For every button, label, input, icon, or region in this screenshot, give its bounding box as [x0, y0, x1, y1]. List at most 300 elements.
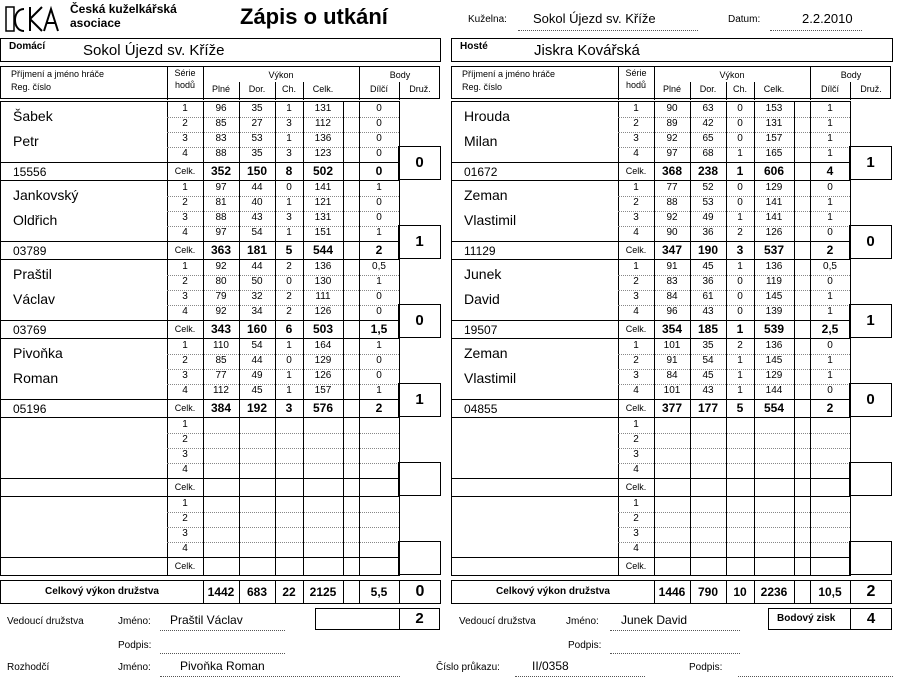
referee-name-label: Jméno:: [118, 662, 151, 673]
series-value: 85: [215, 355, 227, 366]
partial-header: Dílčí: [370, 84, 388, 94]
player-firstname: Petr: [13, 133, 39, 149]
series-number: 4: [182, 306, 188, 317]
series-number: 1: [633, 182, 639, 193]
player-firstname: Oldřich: [13, 212, 58, 228]
series-value: 81: [215, 197, 227, 208]
player-total-value: 150: [246, 164, 268, 178]
player-surname: Zeman: [464, 187, 508, 203]
player-team-points: 0: [849, 225, 892, 259]
series-number: 3: [633, 528, 639, 539]
player-total-value: 6: [285, 322, 293, 336]
player-reg: 11129: [464, 244, 496, 258]
player-total-value: 1,5: [370, 322, 388, 336]
player-total-value: 8: [285, 164, 293, 178]
player-reg: 05196: [13, 402, 47, 416]
series-number: 2: [182, 434, 188, 445]
player-total-value: 177: [697, 401, 719, 415]
player-total-value: 160: [246, 322, 268, 336]
player-total-value: 343: [210, 322, 232, 336]
series-value: 53: [702, 197, 714, 208]
series-value: 1: [286, 133, 292, 144]
series-number: 2: [182, 355, 188, 366]
series-number: 2: [633, 276, 639, 287]
series-value: 45: [702, 370, 714, 381]
series-value: 1: [737, 212, 743, 223]
series-value: 77: [215, 370, 227, 381]
series-value: 0: [737, 306, 743, 317]
series-value: 0: [827, 182, 833, 193]
series-value: 83: [215, 133, 227, 144]
series-value: 49: [251, 370, 263, 381]
series-value: 96: [215, 103, 227, 114]
series-value: 1: [737, 370, 743, 381]
series-value: 27: [251, 118, 263, 129]
series-value: 0: [737, 103, 743, 114]
series-value: 36: [702, 227, 714, 238]
series-number: 4: [633, 464, 639, 475]
series-number: 1: [633, 103, 639, 114]
series-number: 4: [182, 543, 188, 554]
series-value: 3: [286, 118, 292, 129]
org-line2: asociace: [70, 16, 121, 30]
player-total-value: 368: [661, 164, 683, 178]
player-total-value: 5: [736, 401, 744, 415]
series-number: 3: [633, 291, 639, 302]
series-value: 1: [737, 261, 743, 272]
series-value: 144: [765, 385, 783, 396]
series-number: 2: [182, 118, 188, 129]
series-value: 3: [286, 212, 292, 223]
series-value: 2: [286, 261, 292, 272]
series-value: 1: [376, 182, 382, 193]
team-total-value: 10: [733, 585, 747, 599]
series-value: 112: [213, 385, 229, 396]
player-team-points: 1: [398, 225, 441, 259]
player-total-value: 185: [697, 322, 719, 336]
bodovy-zisk-label: Bodový zisk: [777, 613, 836, 624]
series-value: 0: [376, 212, 382, 223]
series-number: 3: [182, 370, 188, 381]
player-total-value: 4: [826, 164, 834, 178]
series-value: 3: [286, 148, 292, 159]
series-value: 129: [314, 355, 332, 366]
player-team-points: [398, 462, 441, 496]
series-number: 1: [182, 103, 188, 114]
player-total-value: 3: [736, 243, 744, 257]
series-value: 131: [765, 118, 783, 129]
series-value: 1: [376, 227, 382, 238]
team-total-value: 1446: [658, 585, 686, 599]
series-value: 0: [376, 197, 382, 208]
series-value: 1: [286, 340, 292, 351]
player-total-value: 576: [312, 401, 334, 415]
player-surname: Zeman: [464, 345, 508, 361]
series-value: 2: [737, 227, 743, 238]
series-value: 43: [702, 385, 714, 396]
series-value: 153: [765, 103, 783, 114]
column-header-1: [451, 66, 891, 99]
series-number: 2: [633, 118, 639, 129]
series-value: 0: [737, 291, 743, 302]
series-value: 164: [314, 340, 332, 351]
series-number: 3: [182, 291, 188, 302]
series-value: 89: [666, 118, 678, 129]
cka-logo: [2, 3, 62, 35]
player-total-value: 2: [375, 243, 383, 257]
series-value: 1: [737, 385, 743, 396]
away-extra-points: 4: [850, 608, 892, 630]
series-value: 2: [737, 340, 743, 351]
player-team-points: [849, 462, 892, 496]
series-value: 111: [315, 291, 331, 302]
player-total-value: 3: [285, 401, 293, 415]
series-number: 1: [182, 182, 188, 193]
team-total-value: 0: [415, 583, 425, 600]
series-value: 0: [827, 340, 833, 351]
series-number: 2: [182, 513, 188, 524]
player-block: [0, 101, 400, 180]
performance-header: Výkon: [268, 70, 294, 80]
player-surname: Praštil: [13, 266, 52, 282]
series-value: 54: [702, 355, 714, 366]
miss-header: Ch.: [281, 84, 296, 94]
player-team-points: 0: [398, 304, 441, 338]
celk-label: Celk.: [625, 166, 647, 176]
team-total-value: 10,5: [818, 585, 842, 599]
series-value: 92: [666, 133, 678, 144]
series-value: 129: [765, 182, 783, 193]
player-surname: Hrouda: [464, 108, 510, 124]
team-total-value: 1442: [207, 585, 235, 599]
team-role: Hosté: [460, 41, 488, 52]
series-header-1: Série: [174, 68, 196, 78]
series-number: 2: [633, 197, 639, 208]
player-block: [451, 101, 851, 180]
team-role: Domácí: [9, 41, 46, 52]
series-value: 49: [702, 212, 714, 223]
series-value: 91: [666, 355, 678, 366]
series-value: 1: [827, 212, 833, 223]
series-value: 85: [215, 118, 227, 129]
series-value: 1: [376, 385, 382, 396]
series-value: 97: [215, 227, 227, 238]
performance-header: Výkon: [719, 70, 745, 80]
player-total-value: 1: [736, 164, 744, 178]
player-firstname: Milan: [464, 133, 498, 149]
celk-label: Celk.: [174, 482, 196, 492]
series-value: 126: [765, 227, 783, 238]
team-header-1: [451, 38, 893, 62]
series-number: 2: [633, 513, 639, 524]
series-value: 1: [827, 306, 833, 317]
series-value: 141: [765, 197, 783, 208]
player-total-value: 5: [285, 243, 293, 257]
reg-header: Reg. číslo: [11, 82, 52, 92]
series-value: 2: [286, 306, 292, 317]
series-number: 4: [633, 148, 639, 159]
series-value: 91: [666, 261, 678, 272]
series-number: 1: [633, 340, 639, 351]
team-total-value: 790: [697, 585, 719, 599]
series-value: 43: [251, 212, 263, 223]
series-number: 3: [633, 449, 639, 460]
series-value: 79: [215, 291, 227, 302]
series-number: 4: [182, 227, 188, 238]
series-number: 3: [182, 133, 188, 144]
series-value: 32: [251, 291, 263, 302]
series-value: 1: [827, 133, 833, 144]
player-team-points: 0: [849, 383, 892, 417]
series-header-2: hodů: [174, 80, 196, 90]
celk-label: Celk.: [174, 403, 196, 413]
series-value: 0: [827, 385, 833, 396]
miss-header: Ch.: [732, 84, 747, 94]
series-value: 65: [702, 133, 714, 144]
player-total-value: 181: [246, 243, 268, 257]
player-block: [451, 259, 851, 338]
series-value: 130: [314, 276, 332, 287]
player-total-value: 2: [375, 401, 383, 415]
series-value: 0: [286, 355, 292, 366]
series-value: 84: [666, 370, 678, 381]
series-value: 1: [737, 355, 743, 366]
series-number: 2: [182, 276, 188, 287]
player-total-value: 537: [763, 243, 785, 257]
series-header-1: Série: [625, 68, 647, 78]
series-value: 35: [251, 148, 263, 159]
series-value: 63: [702, 103, 714, 114]
player-surname: Pivoňka: [13, 345, 63, 361]
player-total-value: 2: [826, 243, 834, 257]
series-value: 92: [215, 306, 227, 317]
team-total-value: 5,5: [370, 585, 388, 599]
series-value: 97: [215, 182, 227, 193]
team-name: Jiskra Kovářská: [534, 42, 640, 59]
series-value: 88: [215, 212, 227, 223]
series-value: 90: [666, 227, 678, 238]
card-label: Číslo průkazu:: [436, 662, 500, 673]
series-value: 0: [376, 148, 382, 159]
series-value: 97: [666, 148, 678, 159]
series-number: 1: [182, 261, 188, 272]
series-value: 0: [376, 133, 382, 144]
player-team-points: 1: [398, 383, 441, 417]
team-total-value: 2: [866, 583, 876, 600]
series-number: 1: [633, 261, 639, 272]
player-total-value: 190: [697, 243, 719, 257]
celk-label: Celk.: [174, 324, 196, 334]
team-total-row: [0, 580, 441, 604]
card-value: II/0358: [532, 659, 569, 673]
player-total-value: 2: [826, 401, 834, 415]
series-value: 136: [765, 261, 783, 272]
player-block: [451, 338, 851, 417]
series-value: 131: [314, 212, 332, 223]
away-leader-name: Junek David: [621, 613, 688, 627]
player-block: [0, 180, 400, 259]
away-name-label: Jméno:: [566, 616, 599, 627]
total-header: Celk.: [312, 84, 334, 94]
series-number: 3: [633, 212, 639, 223]
org-line1: Česká kuželkářská: [70, 2, 177, 16]
player-total-value: 2,5: [821, 322, 839, 336]
player-total-value: 354: [661, 322, 683, 336]
away-sign-label: Podpis:: [568, 640, 602, 651]
series-value: 0: [376, 103, 382, 114]
series-value: 157: [765, 133, 783, 144]
player-reg: 01672: [464, 165, 498, 179]
series-value: 88: [215, 148, 227, 159]
column-header-0: [0, 66, 440, 99]
team-points-header: Druž.: [860, 84, 882, 94]
celk-label: Celk.: [174, 166, 196, 176]
reg-header: Reg. číslo: [462, 82, 503, 92]
series-value: 101: [663, 385, 681, 396]
alley-value: Sokol Újezd sv. Kříže: [533, 11, 656, 26]
series-value: 123: [314, 148, 332, 159]
series-number: 1: [182, 340, 188, 351]
home-extra-points: 2: [399, 608, 440, 630]
page-title: Zápis o utkání: [240, 4, 388, 29]
bodovy-zisk-box: [768, 608, 851, 630]
date-label: Datum:: [728, 14, 761, 25]
series-value: 0: [286, 182, 292, 193]
name-header: Příjmení a jméno hráče: [462, 69, 556, 79]
series-value: 0,5: [372, 261, 386, 272]
series-number: 4: [633, 385, 639, 396]
series-value: 68: [702, 148, 714, 159]
player-firstname: Roman: [13, 370, 59, 386]
celk-label: Celk.: [174, 561, 196, 571]
series-value: 92: [666, 212, 678, 223]
series-value: 0: [737, 197, 743, 208]
series-number: 4: [633, 306, 639, 317]
series-value: 0: [827, 276, 833, 287]
player-total-value: 606: [763, 164, 785, 178]
series-value: 112: [315, 118, 331, 129]
player-team-points: 1: [849, 146, 892, 180]
series-value: 165: [765, 148, 783, 159]
away-leader-label: Vedoucí družstva: [459, 616, 536, 627]
series-value: 0: [737, 118, 743, 129]
player-total-value: 363: [210, 243, 232, 257]
series-value: 1: [827, 103, 833, 114]
date-value: 2.2.2010: [802, 11, 853, 26]
series-value: 0: [827, 227, 833, 238]
home-name-label: Jméno:: [118, 616, 151, 627]
series-value: 0,5: [823, 261, 837, 272]
player-total-value: 503: [312, 322, 334, 336]
full-header: Plné: [211, 84, 230, 94]
series-value: 1: [827, 197, 833, 208]
referee-label: Rozhodčí: [7, 662, 50, 673]
home-extra-box: [315, 608, 400, 630]
player-total-value: 554: [763, 401, 785, 415]
team-total-row: [451, 580, 892, 604]
series-value: 43: [702, 306, 714, 317]
series-value: 0: [376, 306, 382, 317]
series-value: 136: [314, 261, 332, 272]
player-reg: 19507: [464, 323, 498, 337]
series-value: 40: [251, 197, 263, 208]
points-header: Body: [840, 70, 862, 80]
name-header: Příjmení a jméno hráče: [11, 69, 105, 79]
series-value: 141: [765, 212, 783, 223]
series-value: 50: [251, 276, 263, 287]
series-value: 110: [213, 340, 229, 351]
series-value: 0: [376, 355, 382, 366]
team-total-value: 22: [282, 585, 296, 599]
player-block: [451, 496, 851, 575]
series-number: 4: [182, 385, 188, 396]
celk-label: Celk.: [625, 403, 647, 413]
series-value: 0: [737, 133, 743, 144]
series-value: 88: [666, 197, 678, 208]
team-total-value: 683: [246, 585, 268, 599]
total-header: Celk.: [763, 84, 785, 94]
player-total-value: 1: [736, 322, 744, 336]
series-value: 52: [702, 182, 714, 193]
series-value: 139: [765, 306, 783, 317]
series-value: 92: [215, 261, 227, 272]
series-value: 61: [702, 291, 714, 302]
player-team-points: [398, 541, 441, 575]
home-leader-name: Praštil Václav: [170, 613, 243, 627]
player-firstname: Vlastimil: [464, 370, 517, 386]
team-name: Sokol Újezd sv. Kříže: [83, 42, 225, 59]
series-number: 1: [182, 419, 188, 430]
series-value: 1: [286, 197, 292, 208]
series-value: 80: [215, 276, 227, 287]
series-number: 4: [182, 464, 188, 475]
series-value: 131: [314, 103, 332, 114]
series-value: 1: [827, 355, 833, 366]
series-value: 45: [702, 261, 714, 272]
player-surname: Junek: [464, 266, 502, 282]
series-value: 1: [286, 385, 292, 396]
referee-sign-label: Podpis:: [689, 662, 723, 673]
player-team-points: 1: [849, 304, 892, 338]
series-value: 0: [376, 118, 382, 129]
series-value: 136: [765, 340, 783, 351]
series-number: 1: [633, 498, 639, 509]
player-total-value: 0: [375, 164, 383, 178]
series-value: 126: [314, 370, 332, 381]
series-value: 36: [702, 276, 714, 287]
clear-header: Dor.: [248, 84, 266, 94]
player-total-value: 347: [661, 243, 683, 257]
series-value: 119: [766, 276, 782, 287]
series-value: 0: [737, 182, 743, 193]
series-number: 3: [633, 133, 639, 144]
full-header: Plné: [662, 84, 681, 94]
series-number: 3: [182, 528, 188, 539]
team-total-label: Celkový výkon družstva: [496, 586, 610, 597]
series-value: 1: [286, 370, 292, 381]
player-firstname: David: [464, 291, 500, 307]
series-value: 145: [765, 291, 783, 302]
series-value: 0: [286, 276, 292, 287]
team-total-value: 2125: [309, 585, 337, 599]
player-block: [451, 180, 851, 259]
player-firstname: Vlastimil: [464, 212, 517, 228]
player-total-value: 352: [210, 164, 232, 178]
series-value: 126: [314, 306, 332, 317]
celk-label: Celk.: [625, 245, 647, 255]
series-value: 0: [737, 276, 743, 287]
player-total-value: 384: [210, 401, 232, 415]
